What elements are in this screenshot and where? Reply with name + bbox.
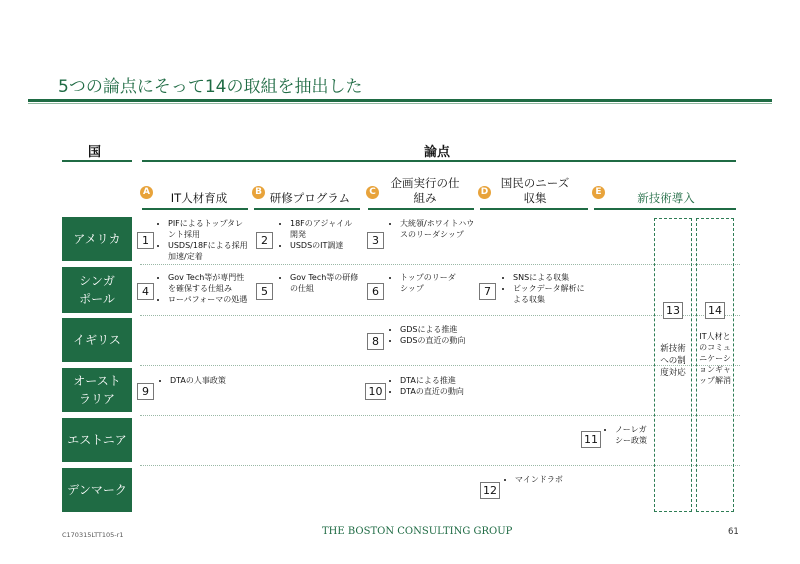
item-3-text: • 大統領/ホワイトハウスのリーダシップ xyxy=(390,218,476,240)
row-separator xyxy=(140,465,740,466)
row-header-singapore: シンガポール xyxy=(62,267,132,313)
item-5-text: • Gov Tech等の研修の仕組 xyxy=(280,272,360,294)
item-number-1: 1 xyxy=(137,232,154,249)
topic-d-rule xyxy=(480,208,588,210)
item-13-text: 新技術への制度対応 xyxy=(660,344,686,378)
row-header-denmark: デンマーク xyxy=(62,468,132,512)
row-separator xyxy=(140,365,740,366)
item-number-7: 7 xyxy=(479,283,496,300)
topic-b-badge: B xyxy=(252,186,265,199)
item-number-10: 10 xyxy=(365,383,386,400)
row-header-australia: オーストラリア xyxy=(62,368,132,412)
topic-a-badge: A xyxy=(140,186,153,199)
item-number-9: 9 xyxy=(137,383,154,400)
item-number-5: 5 xyxy=(256,283,273,300)
topic-a-rule xyxy=(142,208,248,210)
document-id: C170315LTT105-r1 xyxy=(62,531,124,539)
item-number-11: 11 xyxy=(581,431,601,448)
item-9-text: • DTAの人事政策 xyxy=(160,375,252,386)
item-1-text: • PIFによるトップタレント採用 • USDS/18Fによる採用加速/定着 xyxy=(158,218,250,262)
topic-c-badge: C xyxy=(366,186,379,199)
topic-e-rule xyxy=(594,208,736,210)
item-4-text: • Gov Tech等が専門性を確保する仕組み • ローパフォーマの処遇 xyxy=(158,272,252,305)
item-8-text: • GDSによる推進 • GDSの直近の動向 xyxy=(390,324,476,346)
item-2-text: • 18Fのアジャイル開発 • USDSのIT調達 xyxy=(280,218,360,251)
item-6-text: • トップのリーダシップ xyxy=(390,272,460,294)
row-header-uk: イギリス xyxy=(62,318,132,362)
row-header-estonia: エストニア xyxy=(62,418,132,462)
topic-e-label: 新技術導入 xyxy=(637,191,695,205)
row-header-usa: アメリカ xyxy=(62,217,132,261)
item-13-box xyxy=(654,218,692,512)
item-7-text: • SNSによる収集 • ビックデータ解析による収集 xyxy=(503,272,589,305)
item-number-3: 3 xyxy=(367,232,384,249)
topic-e-badge: E xyxy=(592,186,605,199)
issues-header: 論点 xyxy=(424,145,451,160)
item-14-box xyxy=(696,218,734,512)
page-number: 61 xyxy=(728,527,739,537)
title-rule-thin xyxy=(28,103,772,104)
item-14-text: IT人材とのコミュニケーションギャップ解消 xyxy=(699,332,731,385)
row-separator xyxy=(140,264,740,265)
title-rule xyxy=(28,99,772,102)
topic-d-badge: D xyxy=(478,186,491,199)
row-separator xyxy=(140,415,740,416)
country-header-rule xyxy=(62,160,132,162)
topic-c-rule xyxy=(368,208,474,210)
row-separator xyxy=(140,315,740,316)
page-title: 5つの論点にそって14の取組を抽出した xyxy=(58,77,363,97)
item-number-4: 4 xyxy=(137,283,154,300)
item-number-12: 12 xyxy=(480,482,500,499)
topic-a-label: IT人材育成 xyxy=(170,191,228,205)
topic-c-label: 企画実行の仕組み xyxy=(390,176,460,205)
item-11-text: • ノーレガシー政策 xyxy=(605,424,653,446)
item-number-2: 2 xyxy=(256,232,273,249)
topic-d-label: 国民のニーズ収集 xyxy=(500,176,570,205)
country-header: 国 xyxy=(88,145,102,160)
item-10-text: • DTAによる推進 • DTAの直近の動向 xyxy=(390,375,476,397)
item-number-8: 8 xyxy=(367,333,384,350)
topic-b-label: 研修プログラム xyxy=(269,191,351,205)
issues-header-rule xyxy=(142,160,736,162)
topic-b-rule xyxy=(254,208,360,210)
item-number-14: 14 xyxy=(705,302,725,319)
bcg-logo: THE BOSTON CONSULTING GROUP xyxy=(322,526,513,537)
item-number-13: 13 xyxy=(663,302,683,319)
item-number-6: 6 xyxy=(367,283,384,300)
item-12-text: • マインドラボ xyxy=(505,474,585,485)
